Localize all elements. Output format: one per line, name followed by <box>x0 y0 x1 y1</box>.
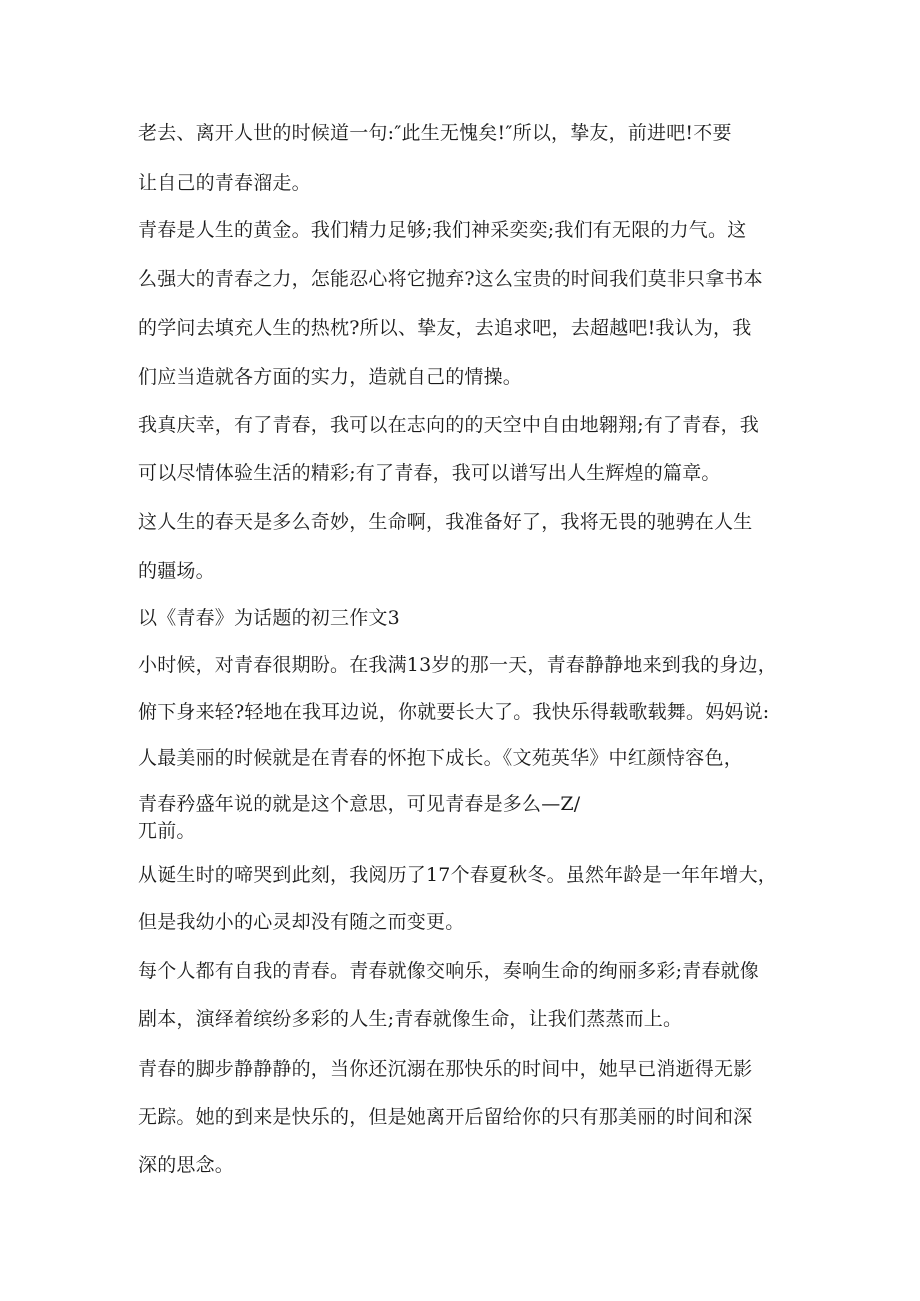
text-line: 每个人都有自我的青春。青春就像交响乐，奏响生命的绚丽多彩;青春就像 <box>138 960 760 982</box>
text-line: 青春的脚步静静静的，当你还沉溺在那快乐的时间中，她早已消逝得无影 <box>138 1058 753 1080</box>
text-line: 青春是人生的黄金。我们精力足够;我们神采奕奕;我们有无限的力气。这 <box>138 219 747 241</box>
text-line: 老去、离开人世的时候道一句:″此生无愧矣!″所以，挚友，前进吧!不要 <box>138 122 732 144</box>
text-line: 让自己的青春溜走。 <box>138 172 311 194</box>
text-line: 的疆场。 <box>138 560 215 582</box>
text-line: 们应当造就各方面的实力，造就自己的情操。 <box>138 366 523 388</box>
text-line: 的学问去填充人生的热枕?所以、挚友，去追求吧，去超越吧!我认为，我 <box>138 317 752 339</box>
text-line: 剧本，演绎着缤纷多彩的人生;青春就像生命，让我们蒸蒸而上。 <box>138 1008 683 1030</box>
text-line: 深的思念。 <box>138 1154 235 1176</box>
text-line: 么强大的青春之力，怎能忍心将它抛弃?这么宝贵的时间我们莫非只拿书本 <box>138 268 763 290</box>
text-line: 人最美丽的时候就是在青春的怀抱下成长。《文苑英华》中红颜恃容色， <box>138 747 743 769</box>
text-line: 小时候，对青春很期盼。在我满13岁的那一天，青春静静地来到我的身边， <box>138 654 777 676</box>
text-line: 无踪。她的到来是快乐的，但是她离开后留给你的只有那美丽的时间和深 <box>138 1106 753 1128</box>
text-line: 我真庆幸，有了青春，我可以在志向的的天空中自由地翱翔;有了青春，我 <box>138 414 760 436</box>
text-line: 俯下身来轻?轻地在我耳边说，你就要长大了。我快乐得载歌载舞。妈妈说: <box>138 701 770 723</box>
text-line: 可以尽情体验生活的精彩;有了青春，我可以谱写出人生辉煌的篇章。 <box>138 462 721 484</box>
section-heading: 以《青春》为话题的初三作文3 <box>138 607 400 629</box>
text-line: 但是我幼小的心灵却没有随之而变更。 <box>138 911 465 933</box>
text-line: 青春矜盛年说的就是这个意思，可见青春是多么—Z/ <box>138 793 581 815</box>
text-line: 这人生的春天是多么奇妙，生命啊，我准备好了，我将无畏的驰骋在人生 <box>138 511 753 533</box>
text-line: 兀前。 <box>138 820 196 842</box>
text-line: 从诞生时的啼哭到此刻，我阅历了17个春夏秋冬。虽然年龄是一年年增大， <box>138 864 777 886</box>
